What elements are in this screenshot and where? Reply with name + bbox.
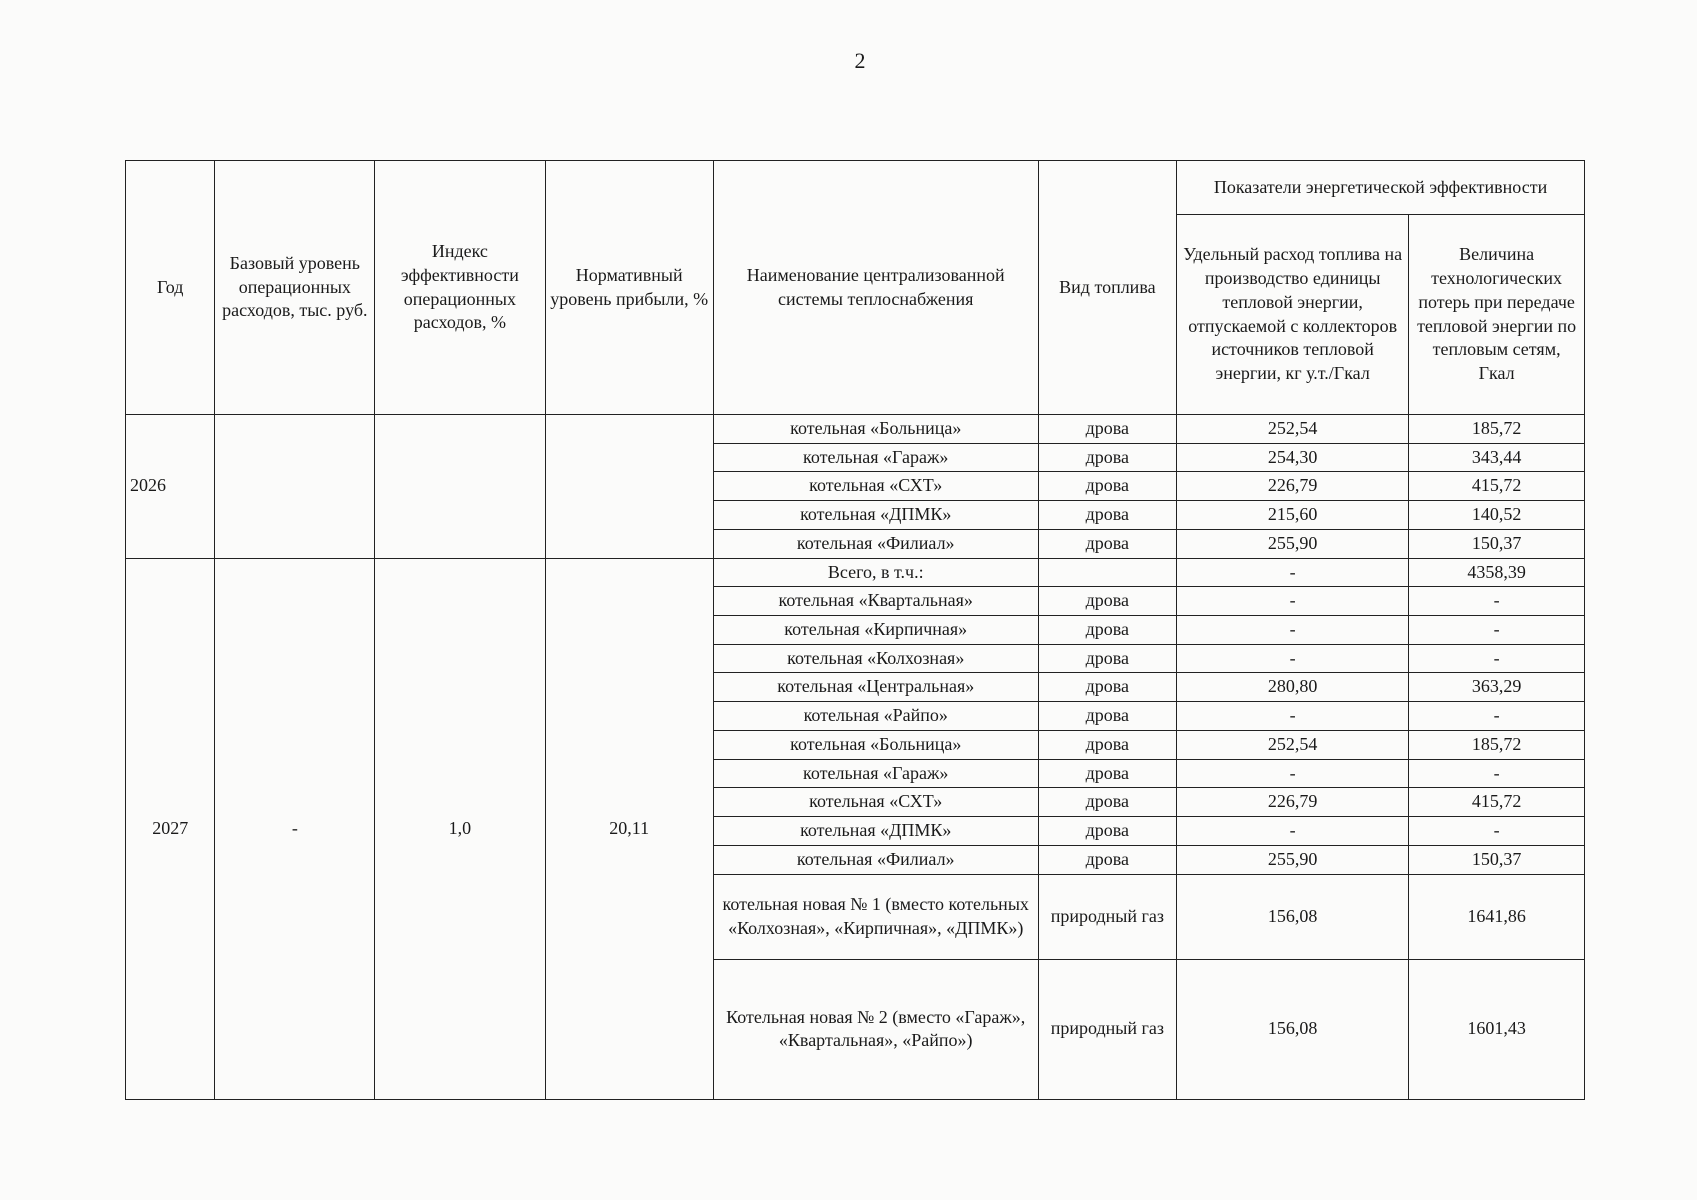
fuel-type-cell: дрова <box>1038 587 1176 616</box>
tech-losses-cell: 1601,43 <box>1409 959 1585 1099</box>
header-system-name: Наименование централизованной системы теплоснабжения <box>713 161 1038 415</box>
header-year: Год <box>126 161 215 415</box>
fuel-type-cell: дрова <box>1038 817 1176 846</box>
fuel-type-cell: природный газ <box>1038 874 1176 959</box>
header-profit-level: Нормативный уровень прибыли, % <box>545 161 713 415</box>
specific-fuel-cell: 226,79 <box>1177 472 1409 501</box>
page-number: 2 <box>854 48 866 73</box>
tech-losses-cell: - <box>1409 817 1585 846</box>
tech-losses-cell: - <box>1409 587 1585 616</box>
tech-losses-cell: 363,29 <box>1409 673 1585 702</box>
tech-losses-cell: 1641,86 <box>1409 874 1585 959</box>
specific-fuel-cell: - <box>1177 616 1409 645</box>
tech-losses-cell: 343,44 <box>1409 443 1585 472</box>
header-efficiency-index: Индекс эффективности операционных расходов, % <box>375 161 545 415</box>
specific-fuel-cell: - <box>1177 817 1409 846</box>
system-name-cell: котельная «Колхозная» <box>713 644 1038 673</box>
tech-losses-cell: - <box>1409 644 1585 673</box>
fuel-type-cell <box>1038 558 1176 587</box>
fuel-type-cell: дрова <box>1038 644 1176 673</box>
specific-fuel-cell: 255,90 <box>1177 529 1409 558</box>
tech-losses-cell: 140,52 <box>1409 501 1585 530</box>
specific-fuel-cell: 226,79 <box>1177 788 1409 817</box>
year-cell: 2027 <box>126 558 215 1099</box>
specific-fuel-cell: 254,30 <box>1177 443 1409 472</box>
system-name-cell: котельная «Гараж» <box>713 443 1038 472</box>
fuel-type-cell: дрова <box>1038 845 1176 874</box>
tech-losses-cell: - <box>1409 759 1585 788</box>
year-cell: 2026 <box>126 415 215 559</box>
fuel-type-cell: дрова <box>1038 702 1176 731</box>
system-name-cell: котельная «Филиал» <box>713 529 1038 558</box>
table-row <box>126 415 1585 444</box>
system-name-cell: Котельная новая № 2 (вместо «Гараж», «Квартальная», «Райпо») <box>713 959 1038 1099</box>
specific-fuel-cell: - <box>1177 644 1409 673</box>
header-base-opex: Базовый уровень операционных расходов, тыс. руб. <box>215 161 375 415</box>
efficiency-index-cell: 1,0 <box>375 558 545 1099</box>
specific-fuel-cell: 156,08 <box>1177 874 1409 959</box>
base-opex-cell: - <box>215 558 375 1099</box>
fuel-type-cell: дрова <box>1038 788 1176 817</box>
tech-losses-cell: - <box>1409 616 1585 645</box>
system-name-cell: котельная «Центральная» <box>713 673 1038 702</box>
system-name-cell: котельная «Квартальная» <box>713 587 1038 616</box>
tech-losses-cell: 150,37 <box>1409 529 1585 558</box>
system-name-cell: котельная «ДПМК» <box>713 501 1038 530</box>
efficiency-index-cell <box>375 415 545 559</box>
specific-fuel-cell: 215,60 <box>1177 501 1409 530</box>
profit-level-cell: 20,11 <box>545 558 713 1099</box>
system-name-cell: котельная «СХТ» <box>713 788 1038 817</box>
specific-fuel-cell: 252,54 <box>1177 730 1409 759</box>
tech-losses-cell: 150,37 <box>1409 845 1585 874</box>
specific-fuel-cell: - <box>1177 759 1409 788</box>
system-name-cell: котельная новая № 1 (вместо котельных «Колхозная», «Кирпичная», «ДПМК») <box>713 874 1038 959</box>
system-name-cell: котельная «Кирпичная» <box>713 616 1038 645</box>
specific-fuel-cell: - <box>1177 702 1409 731</box>
specific-fuel-cell: 280,80 <box>1177 673 1409 702</box>
system-name-cell: котельная «Райпо» <box>713 702 1038 731</box>
fuel-type-cell: дрова <box>1038 472 1176 501</box>
specific-fuel-cell: - <box>1177 558 1409 587</box>
fuel-type-cell: дрова <box>1038 501 1176 530</box>
system-name-cell: котельная «Гараж» <box>713 759 1038 788</box>
system-name-cell: котельная «СХТ» <box>713 472 1038 501</box>
table-row-total <box>126 558 1585 587</box>
specific-fuel-cell: - <box>1177 587 1409 616</box>
tech-losses-cell: 4358,39 <box>1409 558 1585 587</box>
fuel-type-cell: дрова <box>1038 415 1176 444</box>
system-name-cell: котельная «ДПМК» <box>713 817 1038 846</box>
tech-losses-cell: 185,72 <box>1409 730 1585 759</box>
profit-level-cell <box>545 415 713 559</box>
tech-losses-cell: 415,72 <box>1409 472 1585 501</box>
table-body <box>126 415 1585 1100</box>
fuel-type-cell: дрова <box>1038 616 1176 645</box>
base-opex-cell <box>215 415 375 559</box>
specific-fuel-cell: 156,08 <box>1177 959 1409 1099</box>
specific-fuel-cell: 252,54 <box>1177 415 1409 444</box>
header-energy-efficiency-group: Показатели энергетической эффективности <box>1177 161 1585 215</box>
fuel-type-cell: дрова <box>1038 730 1176 759</box>
tech-losses-cell: - <box>1409 702 1585 731</box>
tech-losses-cell: 415,72 <box>1409 788 1585 817</box>
system-name-cell: котельная «Больница» <box>713 415 1038 444</box>
header-fuel-type: Вид топлива <box>1038 161 1176 415</box>
tech-losses-cell: 185,72 <box>1409 415 1585 444</box>
system-name-cell: котельная «Филиал» <box>713 845 1038 874</box>
fuel-type-cell: дрова <box>1038 443 1176 472</box>
fuel-type-cell: природный газ <box>1038 959 1176 1099</box>
fuel-type-cell: дрова <box>1038 529 1176 558</box>
header-tech-losses: Величина технологических потерь при передаче тепловой энергии по тепловым сетям, Гкал <box>1409 215 1585 415</box>
fuel-type-cell: дрова <box>1038 673 1176 702</box>
fuel-type-cell: дрова <box>1038 759 1176 788</box>
system-name-cell: котельная «Больница» <box>713 730 1038 759</box>
total-label-cell: Всего, в т.ч.: <box>713 558 1038 587</box>
energy-efficiency-table <box>125 160 1585 1100</box>
specific-fuel-cell: 255,90 <box>1177 845 1409 874</box>
header-specific-fuel: Удельный расход топлива на производство единицы тепловой энергии, отпускаемой с коллекторов источников тепловой энергии, кг у.т./Гкал <box>1177 215 1409 415</box>
